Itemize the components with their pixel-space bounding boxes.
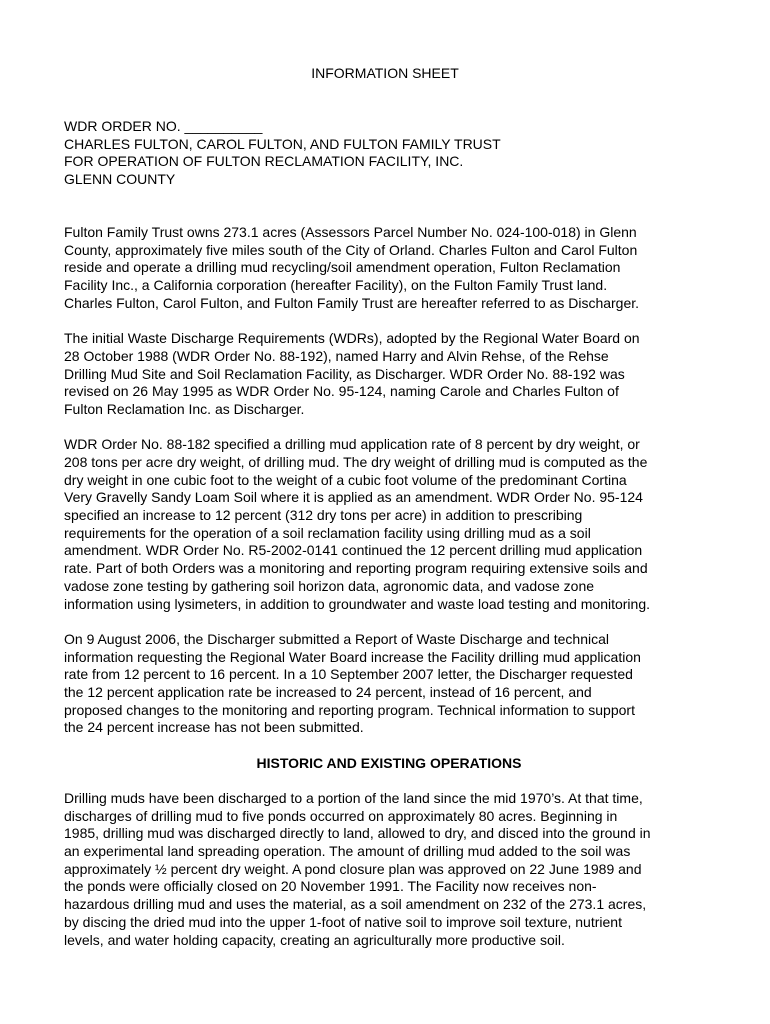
text-line: Drilling Mud Site and Soil Reclamation Facility, as Discharger. WDR Order No. 88-192 was bbox=[64, 365, 625, 382]
text-line: by discing the dried mud into the upper 1-foot of native soil to improve soil texture, nutrient bbox=[64, 913, 622, 930]
document-body bbox=[64, 224, 714, 967]
text-line: reside and operate a drilling mud recycling/soil amendment operation, Fulton Reclamation bbox=[64, 259, 621, 276]
text-line: the ponds were officially closed on 20 November 1991. The Facility now receives non- bbox=[64, 878, 597, 895]
text-line: rate from 12 percent to 16 percent. In a 10 September 2007 letter, the Discharger requested bbox=[64, 666, 633, 683]
text-line: Fulton Family Trust owns 273.1 acres (Assessors Parcel Number No. 024-100-018) in Glenn bbox=[64, 224, 637, 240]
text-line: approximately ½ percent dry weight. A pond closure plan was approved on 22 June 1989 and bbox=[64, 860, 642, 877]
text-line: 1985, drilling mud was discharged directly to land, allowed to dry, and disced into the ground in bbox=[64, 825, 651, 842]
text-line: 28 October 1988 (WDR Order No. 88-192), named Harry and Alvin Rehse, of the Rehse bbox=[64, 347, 609, 364]
text-line: requirements for the operation of a soil reclamation facility using drilling mud as a soil bbox=[64, 524, 591, 541]
county-line: GLENN COUNTY bbox=[64, 170, 176, 187]
facility-line: FOR OPERATION OF FULTON RECLAMATION FACILITY, INC. bbox=[64, 153, 464, 170]
discharger-names-line: CHARLES FULTON, CAROL FULTON, AND FULTON FAMILY TRUST bbox=[64, 135, 501, 152]
text-line: The initial Waste Discharge Requirements (WDRs), adopted by the Regional Water Board on bbox=[64, 330, 640, 347]
text-line: hazardous drilling mud and uses the material, as a soil amendment on 232 of the 273.1 acres, bbox=[64, 896, 647, 913]
text-line: dry weight in one cubic foot to the weight of a cubic foot volume of the predominant Cortina bbox=[64, 471, 627, 488]
text-line: Very Gravelly Sandy Loam Soil where it is applied as an amendment. WDR Order No. 95-124 bbox=[64, 489, 643, 506]
text-line: rate. Part of both Orders was a monitoring and reporting program requiring extensive soils and bbox=[64, 560, 648, 577]
paragraph-application-rate bbox=[64, 436, 714, 613]
text-line: discharges of drilling mud to five ponds occurred on approximately 80 acres. Beginning in bbox=[64, 807, 618, 824]
paragraph-historic-operations bbox=[64, 790, 714, 949]
paragraph-initial-wdrs bbox=[64, 330, 714, 419]
text-line: Fulton Reclamation Inc. as Discharger. bbox=[64, 400, 305, 417]
paragraph-ownership bbox=[64, 224, 714, 313]
text-line: specified an increase to 12 percent (312 dry tons per acre) in addition to prescribing bbox=[64, 507, 583, 524]
text-line: amendment. WDR Order No. R5-2002-0141 continued the 12 percent drilling mud application bbox=[64, 542, 643, 559]
paragraph-report-of-waste-discharge bbox=[64, 631, 714, 737]
text-line: the 12 percent application rate be increased to 24 percent, instead of 16 percent, and bbox=[64, 683, 592, 700]
text-line: information using lysimeters, in addition to groundwater and waste load testing and monitoring. bbox=[64, 595, 650, 612]
text-line: levels, and water holding capacity, creating an agriculturally more productive soil. bbox=[64, 931, 565, 948]
text-line: the 24 percent increase has not been submitted. bbox=[64, 719, 364, 736]
text-line: Drilling muds have been discharged to a portion of the land since the mid 1970’s. At that time, bbox=[64, 789, 643, 806]
section-heading-historic-operations: HISTORIC AND EXISTING OPERATIONS bbox=[256, 754, 522, 771]
text-line: On 9 August 2006, the Discharger submitted a Report of Waste Discharge and technical bbox=[64, 630, 610, 647]
text-line: Facility Inc., a California corporation (hereafter Facility), on the Fulton Family Trust land. bbox=[64, 277, 608, 294]
text-line: WDR Order No. 88-182 specified a drilling mud application rate of 8 percent by dry weight, or bbox=[64, 436, 640, 453]
document-title: INFORMATION SHEET bbox=[311, 65, 459, 81]
text-line: an experimental land spreading operation. The amount of drilling mud added to the soil was bbox=[64, 843, 631, 860]
text-line: County, approximately five miles south of the City of Orland. Charles Fulton and Carol Fulton bbox=[64, 241, 638, 258]
text-line: proposed changes to the monitoring and reporting program. Technical information to support bbox=[64, 701, 635, 718]
text-line: revised on 26 May 1995 as WDR Order No. 95-124, naming Carole and Charles Fulton of bbox=[64, 383, 619, 400]
order-number-line: WDR ORDER NO. __________ bbox=[64, 118, 263, 134]
text-line: vadose zone testing by gathering soil horizon data, agronomic data, and vadose zone bbox=[64, 577, 595, 594]
text-line: Charles Fulton, Carol Fulton, and Fulton Family Trust are hereafter referred to as Discharger. bbox=[64, 294, 640, 311]
text-line: information requesting the Regional Water Board increase the Facility drilling mud application bbox=[64, 648, 641, 665]
order-header bbox=[64, 118, 714, 188]
text-line: 208 tons per acre dry weight, of drilling mud. The dry weight of drilling mud is computed as the bbox=[64, 453, 648, 470]
